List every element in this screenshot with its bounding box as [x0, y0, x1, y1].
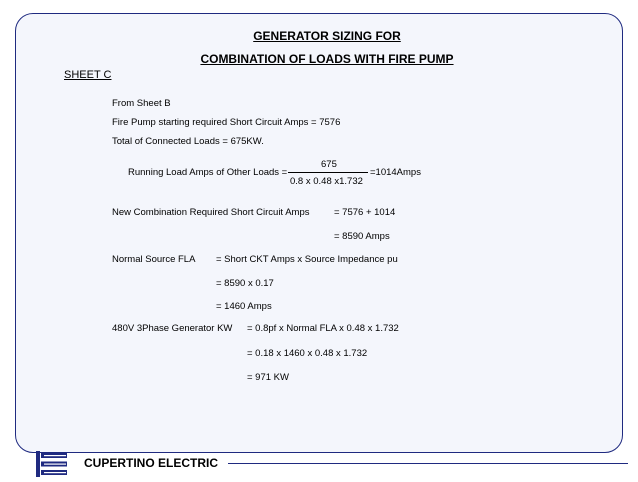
combination-eq1: = 7576 + 1014 [334, 207, 396, 218]
formula-numerator: 675 [321, 159, 337, 170]
fraction-bar [288, 172, 368, 173]
generator-eq3: = 971 KW [247, 372, 289, 383]
normal-source-eq1: = Short CKT Amps x Source Impedance pu [216, 254, 398, 265]
normal-source-eq3: = 1460 Amps [216, 301, 272, 312]
normal-source-label: Normal Source FLA [112, 254, 196, 265]
combination-label: New Combination Required Short Circuit Amps [112, 207, 310, 218]
generator-eq2: = 0.18 x 1460 x 0.48 x 1.732 [247, 348, 368, 359]
formula-lhs: Running Load Amps of Other Loads = [128, 167, 288, 178]
formula-denominator: 0.8 x 0.48 x1.732 [290, 176, 363, 187]
normal-source-eq2: = 8590 x 0.17 [216, 278, 274, 289]
title-line-2: COMBINATION OF LOADS WITH FIRE PUMP [200, 52, 454, 66]
footer-divider [228, 463, 628, 464]
title-line-1: GENERATOR SIZING FOR [253, 29, 401, 43]
generator-label: 480V 3Phase Generator KW [112, 323, 233, 334]
sheet-label: SHEET C [64, 69, 112, 81]
from-sheet-text: From Sheet B [112, 98, 171, 109]
fire-pump-text: Fire Pump starting required Short Circuit Amps = 7576 [112, 117, 341, 128]
combination-eq2: = 8590 Amps [334, 231, 390, 242]
company-name: CUPERTINO ELECTRIC [84, 456, 219, 470]
formula-rhs: =1014Amps [370, 167, 421, 178]
cupertino-logo-icon [36, 451, 68, 482]
generator-eq1: = 0.8pf x Normal FLA x 0.48 x 1.732 [247, 323, 399, 334]
total-loads-text: Total of Connected Loads = 675KW. [112, 136, 264, 147]
